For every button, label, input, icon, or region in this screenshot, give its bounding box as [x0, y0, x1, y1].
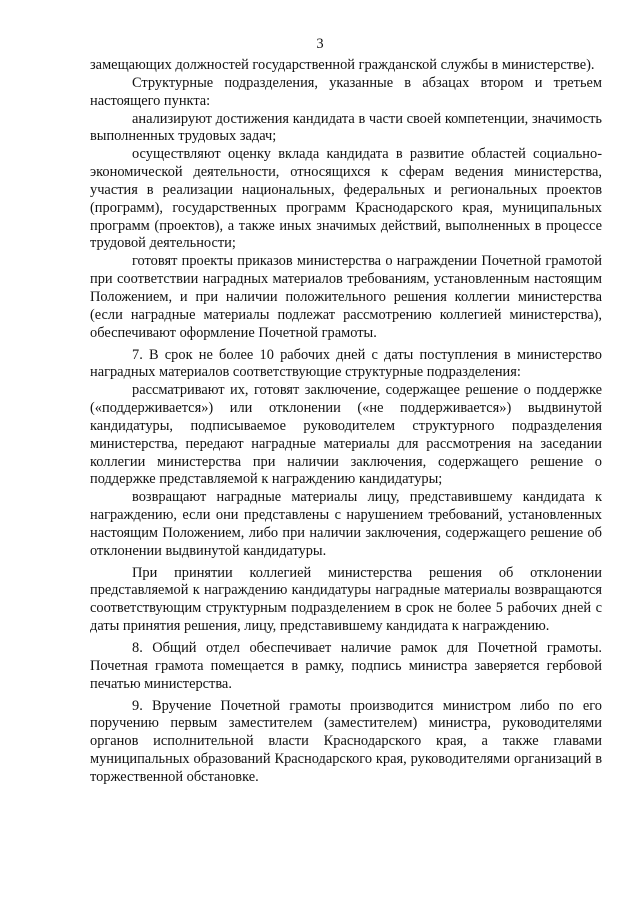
paragraph: анализируют достижения кандидата в части своей компетенции, значимость выполненных трудовых задач; [90, 110, 602, 145]
paragraph-item-9: 9. Вручение Почетной грамоты производится министром либо по его поручению первым заместителем (заместителем) министра, руководителями органов исполнительной власти Краснодарского края, а также главами муниципальных образований Краснодарского края, руководителями организаций в торжественной обстановке. [90, 697, 602, 785]
document-body [90, 57, 602, 787]
paragraph-continuation: замещающих должностей государственной гражданской службы в министерстве). [90, 57, 595, 73]
paragraph: рассматривают их, готовят заключение, содержащее решение о поддержке («поддерживается») или отклонении («не поддерживается») выдвинутой кандидатуры, подписываемое руководителем структурного подразделения министерства, передают наградные материалы для рассмотрения на заседании коллегии министерства при наличии заключения, содержащего решение о поддержке представляемой к награждению кандидатуры; [90, 382, 602, 488]
paragraph: готовят проекты приказов министерства о награждении Почетной грамотой при соответствии наградных материалов требованиям, установленным настоящим Положением, и при наличии положительного решения коллегии министерства (если наградные материалы подлежат рассмотрению коллегией министерства), обеспечивают оформление Почетной грамоты. [90, 253, 602, 341]
paragraph-item-8: 8. Общий отдел обеспечивает наличие рамок для Почетной грамоты. Почетная грамота помещается в рамку, подпись министра заверяется гербовой печатью министерства. [90, 640, 602, 692]
paragraph: При принятии коллегией министерства решения об отклонении представляемой к награждению кандидатуры наградные материалы возвращаются соответствующим структурным подразделением в срок не более 5 рабочих дней с даты принятия решения, лицу, представившему кандидата к награждению. [90, 564, 602, 635]
page-number: 3 [316, 36, 324, 52]
paragraph: Структурные подразделения, указанные в абзацах втором и третьем настоящего пункта: [90, 74, 602, 109]
paragraph: осуществляют оценку вклада кандидата в развитие областей социально-экономической деятельности, относящихся к сферам ведения министерства, участия в реализации национальных, федеральных и региональных проектов (программ), государственных программ Краснодарского края, муниципальных программ (проектов), а также иных значимых действий, выполненных в процессе трудовой деятельности; [90, 146, 602, 252]
paragraph-item-7: 7. В срок не более 10 рабочих дней с даты поступления в министерство наградных материалов соответствующие структурные подразделения: [90, 346, 602, 381]
paragraph: возвращают наградные материалы лицу, представившему кандидата к награждению, если они представлены с нарушением требований, установленных настоящим Положением, либо при наличии заключения, содержащего решение об отклонении выдвинутой кандидатуры. [90, 489, 602, 559]
